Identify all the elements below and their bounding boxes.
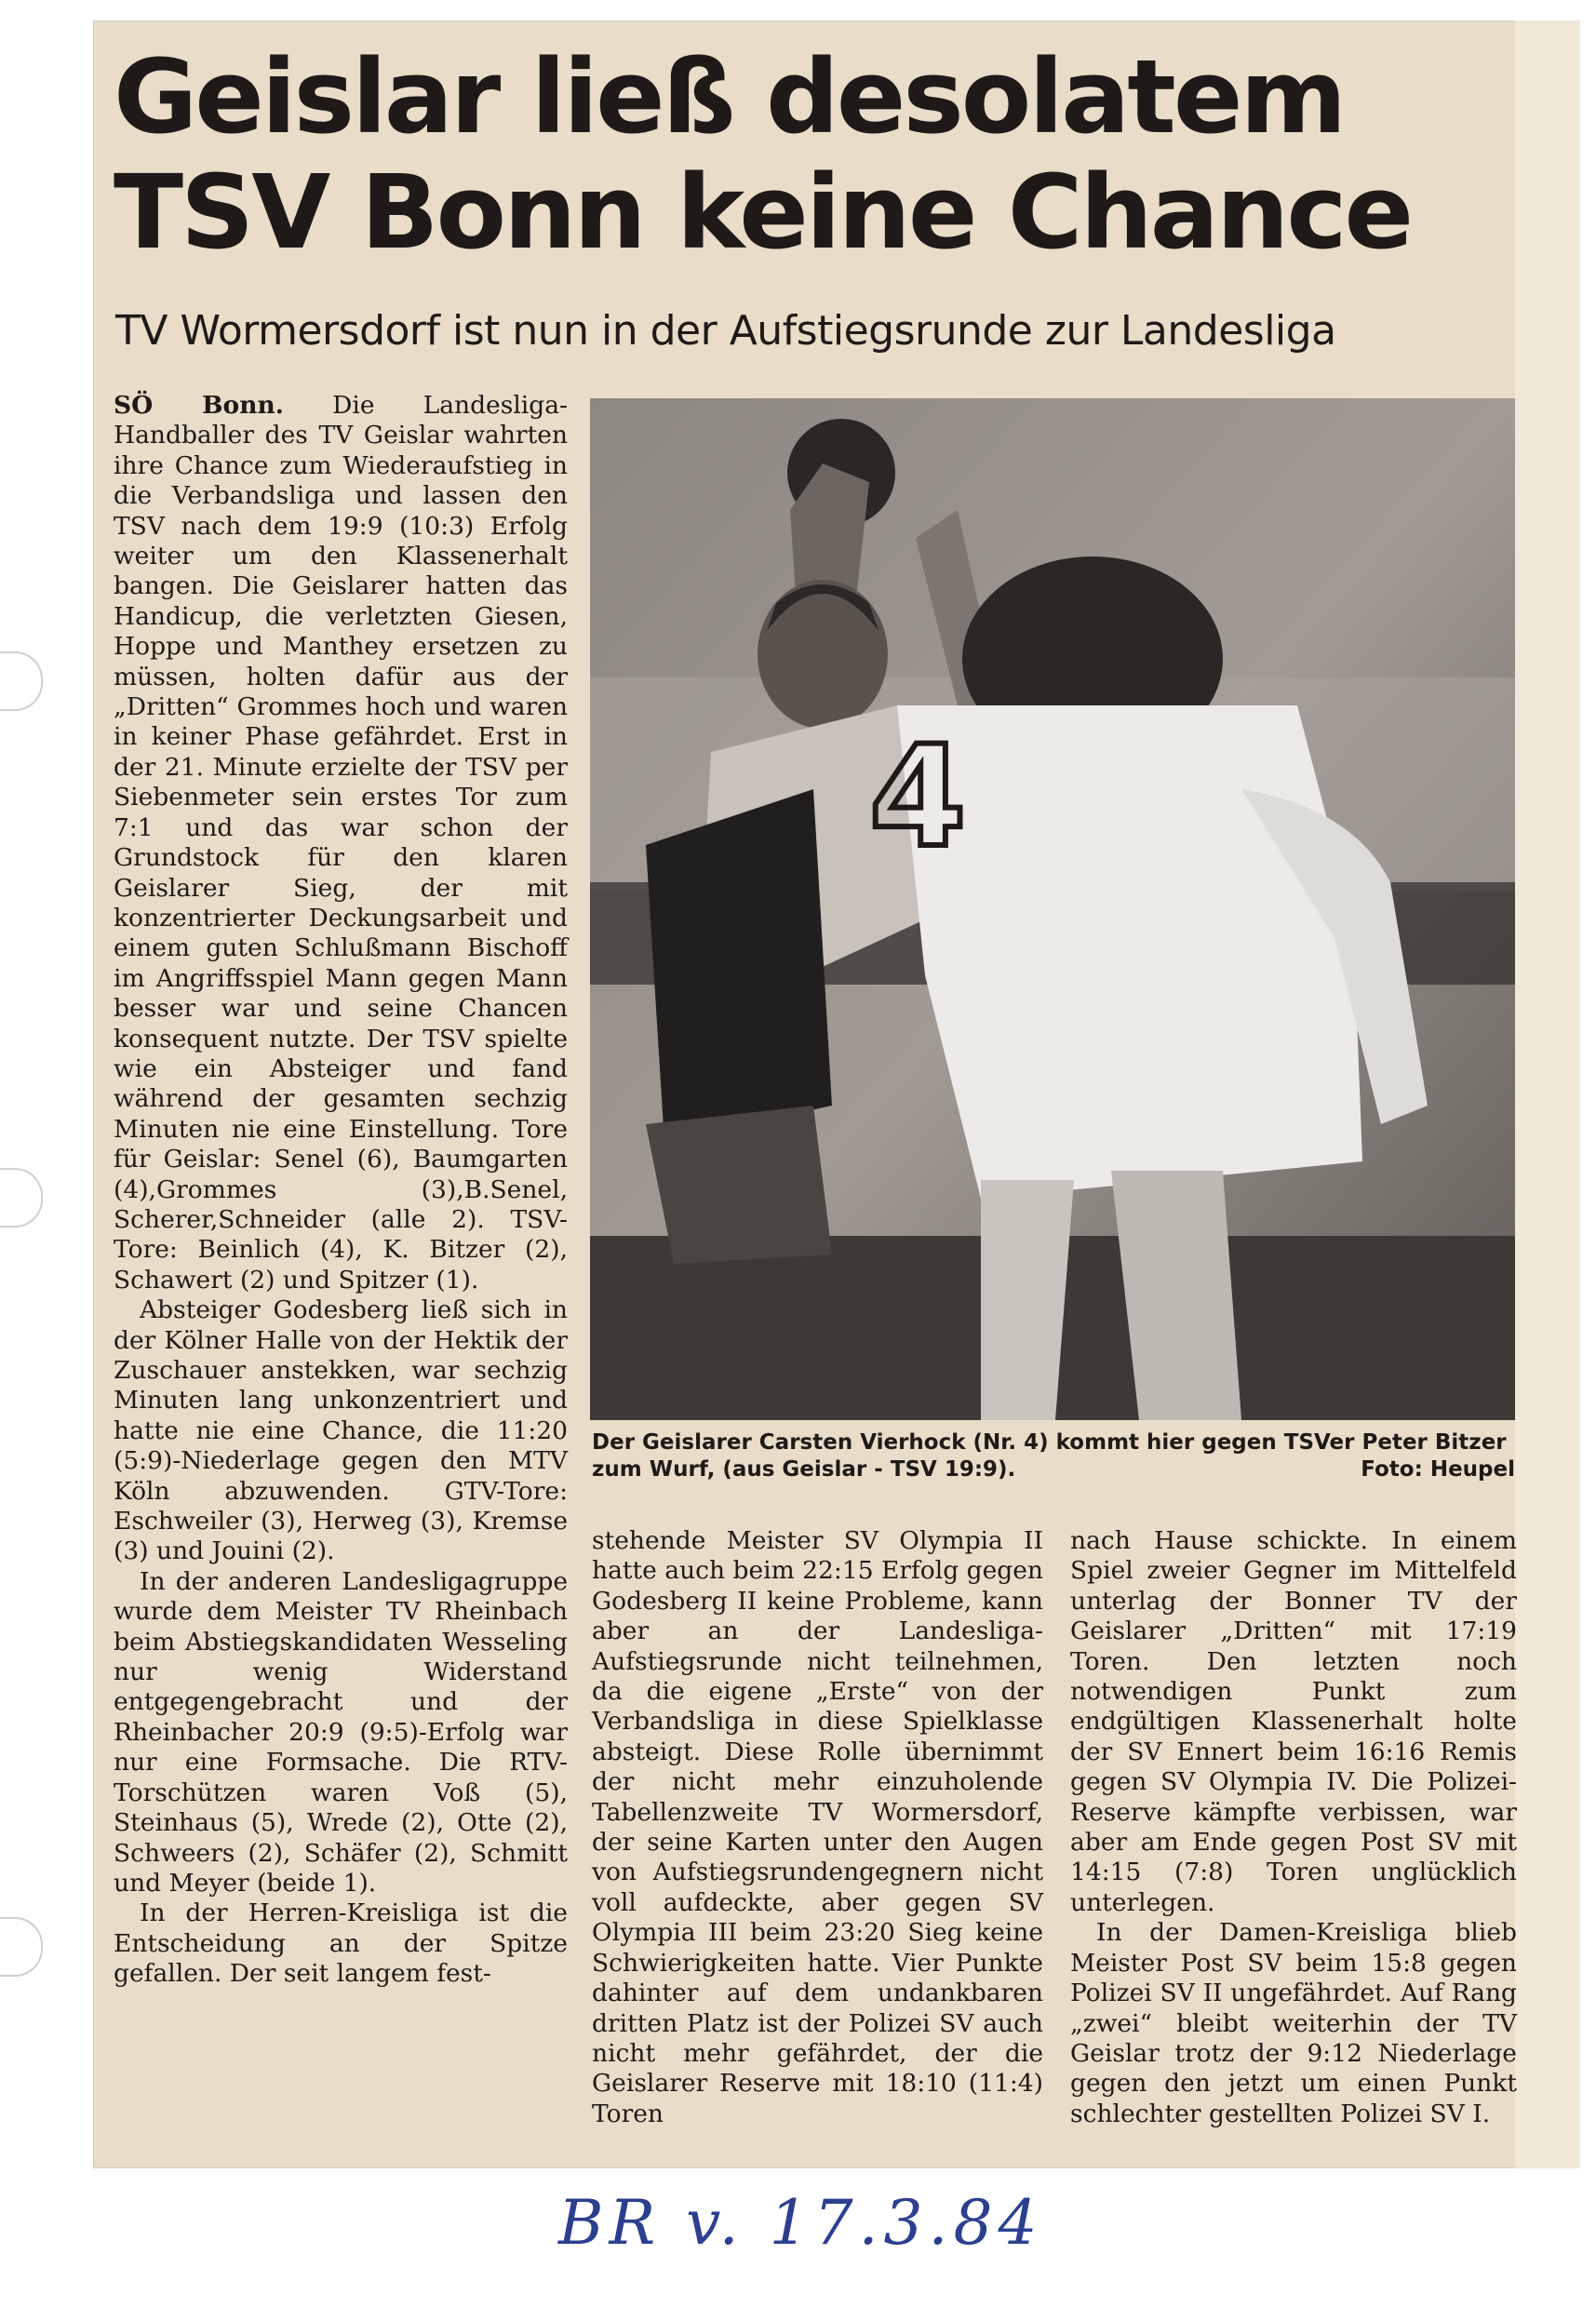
paragraph-text: Die Landesliga-Handballer des TV Geislar wahrten ihre Chance zum Wiederaufstieg in die Verbandsliga und lassen den TSV nach dem 19:9 (10:3) Erfolg weiter um den Klassenerhalt bangen. Die Geislarer hatten das Handicup, die verletzten Giesen, Hoppe und Manthey ersetzen zu müssen, holten dafür aus der „Dritten“ Grommes hoch und waren in keiner Phase gefährdet. Erst in der 21. Minute erzielte der TSV per Siebenmeter sein erstes Tor zum 7:1 und das war schon der Grundstock für den klaren Geislarer Sieg, der mit konzentrierter Deckungsarbeit und einem guten Schlußmann Bischoff im Angriffsspiel Mann gegen Mann besser war und seine Chancen konsequent nutzte. Der TSV spielte wie ein Absteiger und fand während der gesamten sechzig Minuten nie eine Einstellung. Tore für Geislar: Senel (6), Baumgarten (4),Grommes (3),B.Senel, Scherer,Schneider (alle 2). TSV-Tore: Beinlich (4), K. Bitzer (2), Schawert (2) und Spitzer (1). bbox=[114, 391, 568, 1295]
paragraph: In der Herren-Kreisliga ist die Entscheidung an der Spitze gefallen. Der seit langem fest- bbox=[114, 1898, 568, 1989]
jersey-number: 4 bbox=[869, 717, 967, 879]
headline: Geislar ließ desolatem TSV Bonn keine Chance bbox=[114, 37, 1412, 272]
paragraph bbox=[114, 391, 568, 1295]
photo-caption bbox=[592, 1429, 1515, 1483]
punch-hole bbox=[0, 651, 43, 711]
punch-hole bbox=[0, 1168, 43, 1228]
caption-text: Der Geislarer Carsten Vierhock (Nr. 4) kommt hier gegen TSVer Peter Bitzer zum Wurf, (aus Geislar - TSV 19:9). bbox=[592, 1430, 1507, 1482]
handwritten-note: BR v. 17.3.84 bbox=[558, 2187, 1043, 2259]
dateline: SÖ Bonn. bbox=[114, 391, 284, 420]
article-column-3 bbox=[1070, 1526, 1517, 2129]
article-column-1 bbox=[114, 391, 568, 1990]
handball-photo bbox=[590, 398, 1515, 1420]
clipping-edge bbox=[1515, 20, 1580, 2168]
subheadline: TV Wormersdorf ist nun in der Aufstiegsrunde zur Landesliga bbox=[115, 307, 1336, 355]
paragraph: nach Hause schickte. In einem Spiel zweier Gegner im Mittelfeld unterlag der Bonner TV der Geislarer „Dritten“ mit 17:19 Toren. Den letzten noch notwendigen Punkt zum endgültigen Klassenerhalt holte der SV Ennert beim 16:16 Remis gegen SV Olympia IV. Die Polizei-Reserve kämpfte verbissen, war aber am Ende gegen Post SV mit 14:15 (7:8) Toren unglücklich unterlegen. bbox=[1070, 1526, 1517, 1917]
punch-hole bbox=[0, 1917, 43, 1977]
paragraph: In der anderen Landesligagruppe wurde dem Meister TV Rheinbach beim Abstiegskandidaten Wesseling nur wenig Widerstand entgegengebracht und der Rheinbacher 20:9 (9:5)-Erfolg war nur eine Formsache. Die RTV-Torschützen waren Voß (5), Steinhaus (5), Wrede (2), Otte (2), Schweers (2), Schäfer (2), Schmitt und Meyer (beide 1). bbox=[114, 1566, 568, 1898]
paragraph: In der Damen-Kreisliga blieb Meister Post SV beim 15:8 gegen Polizei SV II ungefährdet. Auf Rang „zwei“ bleibt weiterhin der TV Geislar trotz der 9:12 Niederlage gegen den jetzt um einen Punkt schlechter gestellten Polizei SV I. bbox=[1070, 1918, 1517, 2128]
paragraph: stehende Meister SV Olympia II hatte auch beim 22:15 Erfolg gegen Godesberg II keine Probleme, kann aber an der Landesliga-Aufstiegsrunde nicht teilnehmen, da die eigene „Erste“ von der Verbandsliga in diese Spielklasse absteigt. Diese Rolle übernimmt der nicht mehr einzuholende Tabellenzweite TV Wormersdorf, der seine Karten unter den Augen von Aufstiegsrundengegnern nicht voll aufdeckte, aber gegen SV Olympia III beim 23:20 Sieg keine Schwierigkeiten hatte. Vier Punkte dahinter auf dem undankbaren dritten Platz ist der Polizei SV auch nicht mehr gefährdet, der die Geislarer Reserve mit 18:10 (11:4) Toren bbox=[592, 1526, 1043, 2128]
photo-credit: Foto: Heupel bbox=[1361, 1457, 1515, 1482]
photo bbox=[590, 398, 1515, 1420]
article-column-2 bbox=[592, 1526, 1043, 2129]
paragraph: Absteiger Godesberg ließ sich in der Kölner Halle von der Hektik der Zuschauer anstekken, war sechzig Minuten lang unkonzentriert und hatte nie eine Chance, die 11:20 (5:9)-Niederlage gegen den MTV Köln abzuwenden. GTV-Tore: Eschweiler (3), Herweg (3), Kremse (3) und Jouini (2). bbox=[114, 1295, 568, 1566]
